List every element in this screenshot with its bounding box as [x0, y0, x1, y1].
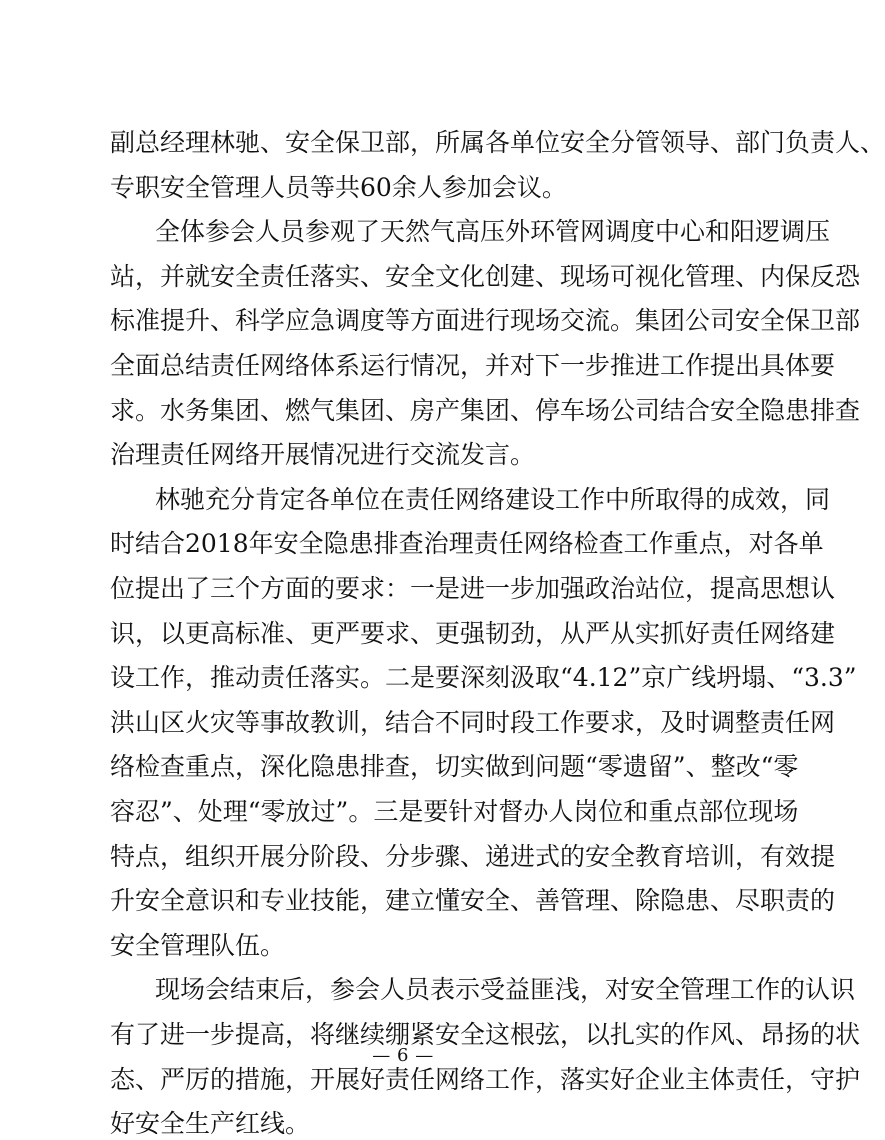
text-line: 时结合2018年安全隐患排查治理责任网络检查工作重点，对各单 [110, 529, 824, 558]
text-line: 特点，组织开展分阶段、分步骤、递进式的安全教育培训，有效提 [110, 842, 836, 871]
text-line: 容忍”、处理“零放过”。三是要针对督办人岗位和重点部位现场 [110, 797, 799, 826]
text-line: 位提出了三个方面的要求：一是进一步加强政治站位，提高思想认 [110, 574, 836, 603]
text-line: 副总经理林驰、安全保卫部，所属各单位安全分管领导、部门负责人、 [110, 128, 885, 157]
text-line: 设工作，推动责任落实。二是要深刻汲取“4.12”京广线坍塌、“3.3” [110, 663, 857, 692]
text-line: 治理责任网络开展情况进行交流发言。 [110, 440, 536, 469]
paragraph-start-line: 现场会结束后，参会人员表示受益匪浅，对安全管理工作的认识 [155, 975, 856, 1004]
paragraph-start-line: 全体参会人员参观了天然气高压外环管网调度中心和阳逻调压 [155, 217, 831, 246]
text-line: 求。水务集团、燃气集团、房产集团、停车场公司结合安全隐患排查 [110, 396, 861, 425]
text-line: 安全管理队伍。 [110, 931, 286, 960]
text-line: 态、严厉的措施，开展好责任网络工作，落实好企业主体责任，守护 [110, 1065, 861, 1094]
text-line: 识，以更高标准、更严要求、更强韧劲，从严从实抓好责任网络建 [110, 619, 836, 648]
text-line: 全面总结责任网络体系运行情况，并对下一步推进工作提出具体要 [110, 351, 836, 380]
page-number: — 6 — [372, 1045, 434, 1066]
paragraph-start-line: 林驰充分肯定各单位在责任网络建设工作中所取得的成效，同 [155, 485, 831, 514]
text-line: 洪山区火灾等事故教训，结合不同时段工作要求，及时调整责任网 [110, 708, 836, 737]
text-line: 专职安全管理人员等共60余人参加会议。 [110, 173, 567, 202]
text-line: 站，并就安全责任落实、安全文化创建、现场可视化管理、内保反恐 [110, 262, 861, 291]
text-line: 升安全意识和专业技能，建立懂安全、善管理、除隐患、尽职责的 [110, 886, 836, 915]
text-line: 标准提升、科学应急调度等方面进行现场交流。集团公司安全保卫部 [110, 306, 861, 335]
text-line: 络检查重点，深化隐患排查，切实做到问题“零遗留”、整改“零 [110, 752, 799, 781]
text-line: 好安全生产红线。 [110, 1109, 311, 1138]
text-line: 有了进一步提高，将继续绷紧安全这根弦，以扎实的作风、昂扬的状 [110, 1020, 861, 1049]
